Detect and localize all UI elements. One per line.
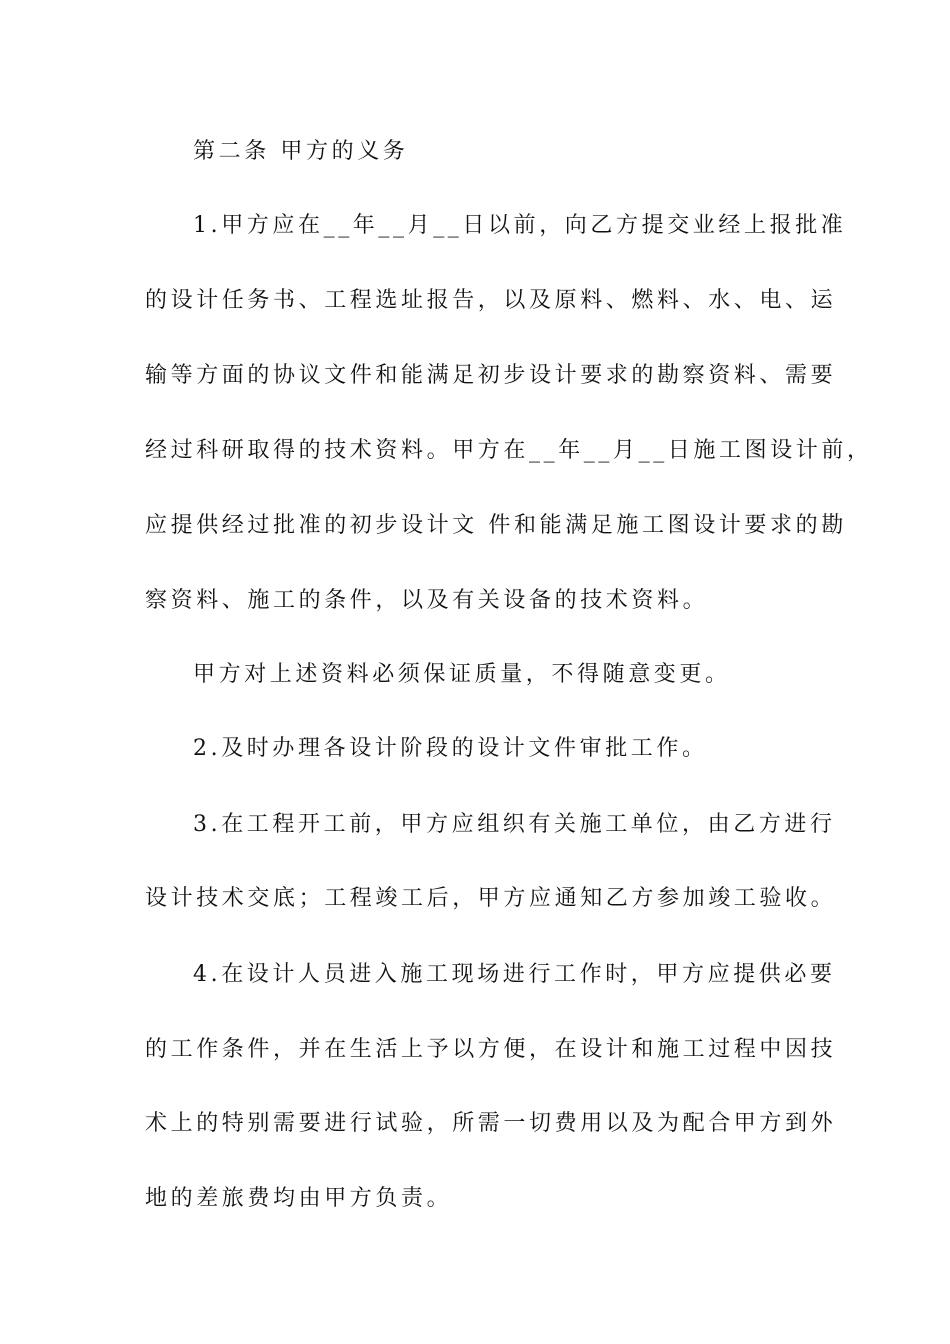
- paragraph-line: 甲方对上述资料必须保证质量，不得随意变更。: [193, 662, 731, 687]
- paragraph-line: 输等方面的协议文件和能满足初步设计要求的勘察资料、需要: [145, 363, 837, 388]
- paragraph-line: 经过科研取得的技术资料。甲方在__年__月__日施工图设计前，: [145, 438, 873, 463]
- paragraph-line: 应提供经过批准的初步设计文 件和能满足施工图设计要求的勘: [145, 513, 847, 538]
- section-heading: 第二条 甲方的义务: [193, 139, 409, 164]
- paragraph-line: 的设计任务书、工程选址报告，以及原料、燃料、水、电、运: [145, 288, 837, 313]
- paragraph-line: 地的差旅费均由甲方负责。: [145, 1186, 453, 1211]
- paragraph-line: 4.在设计人员进入施工现场进行工作时，甲方应提供必要: [193, 962, 836, 987]
- paragraph-line: 2.及时办理各设计阶段的设计文件审批工作。: [193, 736, 708, 761]
- paragraph-line: 1.甲方应在__年__月__日以前，向乙方提交业经上报批准: [193, 213, 847, 238]
- paragraph-line: 察资料、施工的条件，以及有关设备的技术资料。: [145, 588, 709, 613]
- paragraph-line: 术上的特别需要进行试验，所需一切费用以及为配合甲方到外: [145, 1111, 837, 1136]
- paragraph-line: 的工作条件，并在生活上予以方便，在设计和施工过程中因技: [145, 1037, 837, 1062]
- paragraph-line: 设计技术交底；工程竣工后，甲方应通知乙方参加竣工验收。: [145, 886, 837, 911]
- paragraph-line: 3.在工程开工前，甲方应组织有关施工单位，由乙方进行: [193, 812, 836, 837]
